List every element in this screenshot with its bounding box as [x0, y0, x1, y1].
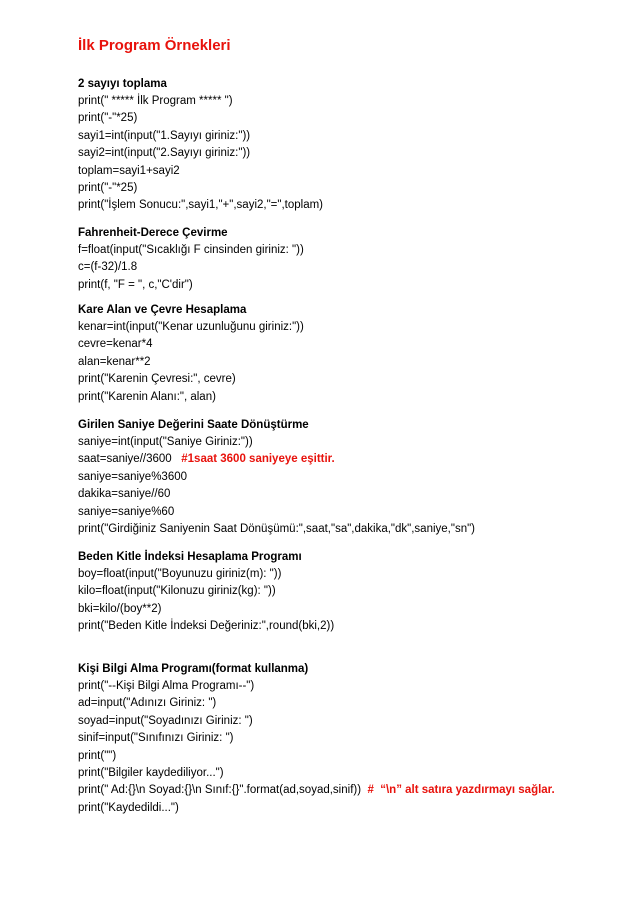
- code-text: boy=float(input("Boyunuzu giriniz(m): ")): [78, 568, 282, 580]
- code-text: print(" Ad:{}\n Soyad:{}\n Sınıf:{}".format(ad,soyad,sinif)): [78, 784, 368, 797]
- code-line: [78, 521, 618, 538]
- code-line: [78, 434, 618, 451]
- code-line: [78, 128, 618, 145]
- code-text: print("Girdiğiniz Saniyenin Saat Dönüşümü:",saat,"sa",dakika,"dk",saniye,"sn"): [78, 522, 476, 535]
- code-text: saniye=saniye%3600: [78, 470, 188, 483]
- section-heading: Kişi Bilgi Alma Programı(format kullanma): [78, 663, 309, 675]
- code-line: [78, 354, 618, 371]
- code-text: cevre=kenar*4: [78, 338, 153, 351]
- code-text: sayi1=int(input("1.Sayıyı giriniz:")): [78, 129, 251, 142]
- code-line: [78, 242, 618, 259]
- code-text: sinif=input("Sınıfınızı Giriniz: "): [78, 732, 234, 745]
- code-line: [78, 504, 618, 521]
- code-text: print(""): [78, 749, 117, 762]
- code-text: bki=kilo/(boy**2): [78, 602, 162, 615]
- code-comment: # “\n” alt satıra yazdırmayı sağlar.: [367, 784, 555, 797]
- code-line: [78, 319, 618, 336]
- code-text: c=(f-32)/1.8: [78, 261, 138, 274]
- code-text: alan=kenar**2: [78, 355, 151, 368]
- code-line: [78, 259, 618, 276]
- section-heading: Beden Kitle İndeksi Hesaplama Programı: [78, 551, 302, 563]
- section-add-two-numbers: [78, 75, 618, 215]
- code-line: [78, 765, 618, 782]
- code-line: [78, 145, 618, 162]
- code-text: saniye=saniye%60: [78, 505, 175, 518]
- code-line: [78, 678, 618, 695]
- code-text: print("İşlem Sonucu:",sayi1,"+",sayi2,"=",toplam): [78, 199, 324, 212]
- code-line: [78, 566, 618, 583]
- section-square-area-perimeter: [78, 301, 618, 406]
- code-text: kenar=int(input("Kenar uzunluğunu giriniz:")): [78, 321, 304, 333]
- code-text: print("Beden Kitle İndeksi Değeriniz:",round(bki,2)): [78, 620, 335, 633]
- code-line: [78, 110, 618, 127]
- code-text: saniye=int(input("Saniye Giriniz:")): [78, 436, 253, 448]
- code-line: [78, 601, 618, 618]
- code-text: ad=input("Adınızı Giriniz: "): [78, 697, 217, 710]
- code-line: [78, 782, 618, 799]
- code-line: [78, 748, 618, 765]
- code-line: [78, 389, 618, 406]
- code-line: [78, 277, 618, 294]
- code-text: print("Karenin Alanı:", alan): [78, 390, 216, 403]
- code-line: [78, 486, 618, 503]
- section-heading: Kare Alan ve Çevre Hesaplama: [78, 304, 247, 316]
- section-heading: 2 sayıyı toplama: [78, 78, 167, 90]
- code-text: print("--Kişi Bilgi Alma Programı--"): [78, 680, 255, 692]
- code-line: [78, 180, 618, 197]
- code-line: [78, 800, 618, 817]
- section-bmi-calculator: [78, 548, 618, 636]
- code-text: soyad=input("Soyadınızı Giriniz: "): [78, 714, 253, 727]
- section-heading: Fahrenheit-Derece Çevirme: [78, 227, 228, 239]
- code-text: print("-"*25): [78, 181, 138, 194]
- section-person-info-format: [78, 660, 618, 817]
- code-line: [78, 93, 618, 110]
- code-text: print(" ***** İlk Program ***** "): [78, 95, 233, 107]
- code-line: [78, 469, 618, 486]
- code-line: [78, 163, 618, 180]
- page-title: İlk Program Örnekleri: [78, 37, 231, 54]
- section-seconds-to-hours: [78, 416, 618, 538]
- code-text: dakika=saniye//60: [78, 488, 171, 501]
- code-line: [78, 713, 618, 730]
- code-text: toplam=sayi1+sayi2: [78, 164, 180, 177]
- section-fahrenheit-conversion: [78, 224, 618, 294]
- code-line: [78, 618, 618, 635]
- code-text: print("Bilgiler kaydediliyor..."): [78, 766, 224, 779]
- code-line: [78, 695, 618, 712]
- code-comment: #1saat 3600 saniyeye eşittir.: [181, 453, 335, 466]
- code-text: f=float(input("Sıcaklığı F cinsinden giriniz: ")): [78, 244, 304, 256]
- code-line: [78, 583, 618, 600]
- code-line: [78, 730, 618, 747]
- code-text: print("Karenin Çevresi:", cevre): [78, 373, 236, 386]
- code-text: print("-"*25): [78, 112, 138, 125]
- code-line: [78, 371, 618, 388]
- section-heading: Girilen Saniye Değerini Saate Dönüştürme: [78, 419, 309, 431]
- code-text: kilo=float(input("Kilonuzu giriniz(kg): ")): [78, 585, 276, 598]
- code-line: [78, 451, 618, 468]
- code-text: saat=saniye//3600: [78, 453, 182, 466]
- code-line: [78, 197, 618, 214]
- code-line: [78, 336, 618, 353]
- code-text: print(f, "F = ", c,"C'dir"): [78, 278, 193, 291]
- code-text: sayi2=int(input("2.Sayıyı giriniz:")): [78, 147, 251, 160]
- code-text: print("Kaydedildi..."): [78, 801, 179, 814]
